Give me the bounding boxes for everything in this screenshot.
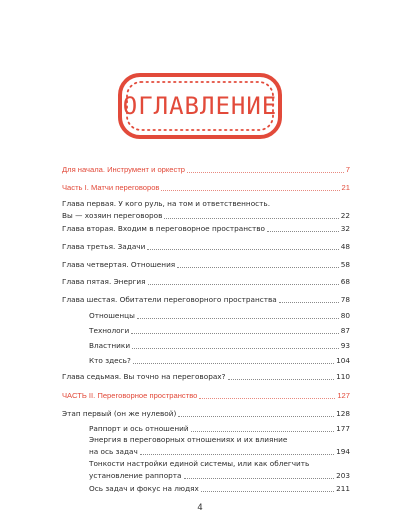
toc-entry-label: Для начала. Инструмент и оркестр [62,165,186,174]
dot-leader [147,249,338,250]
toc-entry-stage-1[interactable] [62,407,350,419]
toc-entry-label: Глава вторая. Входим в переговорное пространство [62,224,265,233]
dot-leader [187,172,344,173]
toc-entry-part-2[interactable] [62,389,350,401]
toc-entry-page: 48 [340,242,350,251]
toc-entry-label: Ось задач и фокус на людях [89,484,199,493]
dot-leader [279,302,339,303]
toc-entry-part-1[interactable] [62,181,350,193]
toc-entry-vlastniki[interactable] [89,339,350,351]
toc-entry-label: Кто здесь? [89,356,131,365]
toc-entry-label: Этап первый (он же нулевой) [62,409,177,418]
dot-leader [177,267,339,268]
toc-entry-page: 21 [341,183,350,192]
toc-entry-page: 32 [340,224,350,233]
toc-entry-fine-tuning[interactable] [89,459,350,481]
toc-entry-page: 78 [340,295,350,304]
toc-entry-label-line-1: Тонкости настройки единой системы, или как облегчить [89,459,310,468]
toc-entry-page: 87 [340,326,350,335]
toc-entry-page: 177 [336,424,350,433]
dot-leader [164,218,338,219]
toc-entry-page: 7 [345,165,350,174]
toc-entry-label: Глава шестая. Обитатели переговорного пространства [62,295,277,304]
toc-entry-page: 128 [336,409,350,418]
toc-entry-label: Властники [89,341,131,350]
toc-entry-label: Раппорт и ось отношений [89,424,189,433]
toc-entry-page: 104 [336,356,350,365]
toc-entry-label: на ось задач [89,447,138,456]
dot-leader [267,231,339,232]
toc-entry-page: 93 [340,341,350,350]
toc-entry-label: Глава седьмая. Вы точно на переговорах? [62,372,226,381]
toc-entry-chapter-5[interactable] [62,275,350,287]
toc-entry-page: 203 [336,471,350,480]
toc-entry-tekhnologi[interactable] [89,324,350,336]
toc-entry-page: 194 [336,447,350,456]
toc-entry-chapter-2[interactable] [62,222,350,234]
toc-entry-page: 211 [336,484,350,493]
toc-entry-label-line-1: Энергия в переговорных отношениях и их влияние [89,435,288,444]
toc-entry-page: 22 [340,211,350,220]
toc-entry-page: 110 [336,372,350,381]
toc-entry-label: Вы — хозяин переговоров [62,211,163,220]
toc-entry-task-axis[interactable] [89,482,350,494]
dot-leader [131,333,338,334]
toc-entry-label: Технологи [89,326,130,335]
toc-entry-chapter-7[interactable] [62,370,350,382]
toc-entry-label: Часть I. Матчи переговоров [62,183,160,192]
dot-leader [199,398,335,399]
page-title: ОГЛАВЛЕНИЕ [122,92,278,120]
toc-entry-label: Отношенцы [89,311,135,320]
dot-leader [137,318,339,319]
toc-entry-page: 58 [340,260,350,269]
toc-entry-kto-zdes[interactable] [89,354,350,366]
dot-leader [228,379,335,380]
toc-entry-chapter-4[interactable] [62,258,350,270]
toc-entry-page: 80 [340,311,350,320]
toc-entry-energy[interactable] [89,433,350,457]
toc-entry-intro[interactable] [62,163,350,175]
toc-entry-label-line-1: Глава первая. У кого руль, на том и ответственность. [62,199,271,208]
dot-leader [184,478,335,479]
toc-entry-label: установление раппорта [89,471,182,480]
toc-entry-label: Глава третья. Задачи [62,242,146,251]
toc-entry-chapter-6[interactable] [62,293,350,305]
toc-entry-label: ЧАСТЬ II. Переговорное пространство [62,391,198,400]
page-number: 4 [197,503,203,513]
toc-entry-label: Глава пятая. Энергия [62,277,146,286]
title-badge [117,72,283,140]
toc-entry-page: 68 [340,277,350,286]
dot-leader [132,348,339,349]
toc-entry-page: 127 [337,391,350,400]
toc-entry-chapter-3[interactable] [62,240,350,252]
dot-leader [133,363,334,364]
dot-leader [201,491,334,492]
dot-leader [161,190,339,191]
toc-entry-label: Глава четвертая. Отношения [62,260,176,269]
dot-leader [148,284,339,285]
dot-leader [178,416,334,417]
toc-entry-chapter-1[interactable] [62,199,350,221]
toc-entry-otnoshentsy[interactable] [89,309,350,321]
dot-leader [140,454,334,455]
dot-leader [191,431,334,432]
